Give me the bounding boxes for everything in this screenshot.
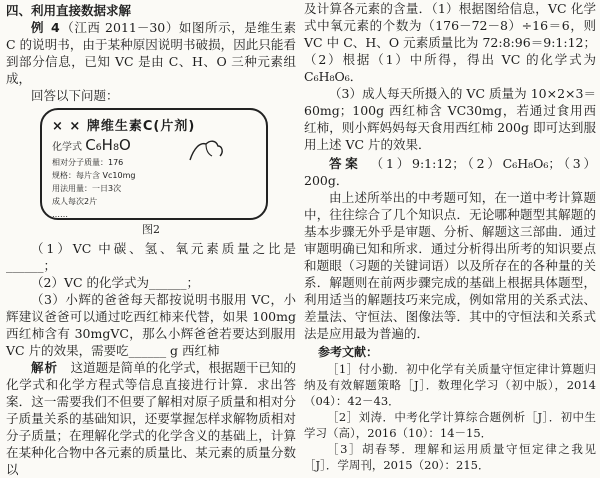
analysis-continued: 及计算各元素的含量．（1）根据图给信息，VC 化学式中氧元素的个数为（176－72－8）÷16＝6，则 VC 中 C、H、O 元素质量比为 72:8:96＝9:1:12；（2）根据（1）中所得，得出 VC 的化学式为 C₆H₈O₆． xyxy=(304,1,596,84)
label-title: × × 牌维生素C(片剂) xyxy=(52,119,196,134)
answer-text: （1）9:1:12；（2）C₆H₈O₆；（3）200g． xyxy=(304,156,596,188)
section-heading: 四、利用直接数据求解 xyxy=(6,3,132,18)
label-mass: 相对分子质量：176 xyxy=(52,158,124,167)
torn-edge-hand-icon xyxy=(188,138,226,162)
right-column xyxy=(304,0,596,473)
answer-label: 答案 xyxy=(329,156,362,171)
reference-item: ［2］刘涛．中考化学计算综合题例析［J］．初中生学习（高），2016（10）：14－15． xyxy=(304,410,596,440)
label-usage: 用法用量：一日3次 xyxy=(52,184,122,193)
analysis-part3: （3）成人每天所摄入的 VC 质量为 10×2×3＝60mg；100g 西红柿含 VC30mg，若通过食用西红柿，则小辉妈妈每天食用西红柿 200g 即可达到服用上述 VC 片的效果． xyxy=(304,86,596,152)
label-dose: 成人每次2片 xyxy=(52,197,98,206)
question-3: （3）小辉的爸爸每天都按说明书服用 VC，小辉建议爸爸可以通过吃西红柿来代替，如果 100mg 西红柿含有 30mgVC，那么小辉爸爸若要达到服用 VC 片的效果，需要吃______ g 西红柿 xyxy=(6,292,296,358)
question-2: （2）VC 的化学式为______； xyxy=(31,275,200,290)
figure-caption: 图2 xyxy=(142,223,160,236)
references-title: 参考文献： xyxy=(318,345,379,359)
analysis-text: 这道题是简单的化学式，根据题干已知的化学式和化学方程式等信息直接进行计算．求出答案．这一需要我们不但要了解相对原子质量和相对分子质量关系的基础知识，还要掌握怎样求解物质相对分子质量；在理解化学式的化学含义的基础上，计算在某种化合物中各元素的质量比、某元素的质量分数以 xyxy=(6,360,296,477)
question-1: （1）VC 中碳、氢、氧元素质量之比是______； xyxy=(6,241,296,273)
conclusion-paragraph: 由上述所举出的中考题可知，在一道中考计算题中，往往综合了几个知识点．无论哪种题型其解题的基本步骤无外乎是审题、分析、解题这三部曲．通过审题明确已知和所求．通过分析得出所考的知识要点和题眼（习题的关键词语）以及所存在的各种量的关系．解题则在前两步骤完成的基础上根据具体题型，利用适当的解题技巧来完成，例如常用的关系式法、差量法、守恒法、图像法等．其中的守恒法和关系式法是应用最为普遍的． xyxy=(304,190,596,341)
answer-paragraph xyxy=(304,155,596,189)
left-column xyxy=(6,0,296,478)
vitamin-label-card xyxy=(40,108,268,220)
example-intro-text: （江西 2011－30）如图所示，是维生素 C 的说明书，由于某种原因说明书破损，因此只能看到部分信息，已知 VC 是由 C、H、O 三种元素组成， xyxy=(6,20,296,86)
example-intro xyxy=(6,19,296,87)
vitamin-label-figure xyxy=(40,108,268,220)
label-formula-prefix: 化学式 xyxy=(52,142,82,153)
reference-item: ［1］付小勤．初中化学有关质量守恒定律计算题归纳及有效解题策略［J］．数理化学习（初中版），2014（04）：42－43． xyxy=(304,362,596,408)
label-dots: …… xyxy=(52,210,68,219)
example-lead: 例 4 xyxy=(31,20,61,35)
reference-item: ［3］胡春琴．理解和运用质量守恒定律之我见［J］．学周刊，2015（20）：215． xyxy=(304,442,596,472)
label-formula-text: C₆H₈O xyxy=(85,136,131,154)
example-prompt: 回答以下问题： xyxy=(31,88,119,103)
analysis-paragraph xyxy=(6,359,296,478)
label-spec: 规格：每片含 Vc10mg xyxy=(52,171,136,180)
analysis-label: 解析 xyxy=(31,360,59,375)
